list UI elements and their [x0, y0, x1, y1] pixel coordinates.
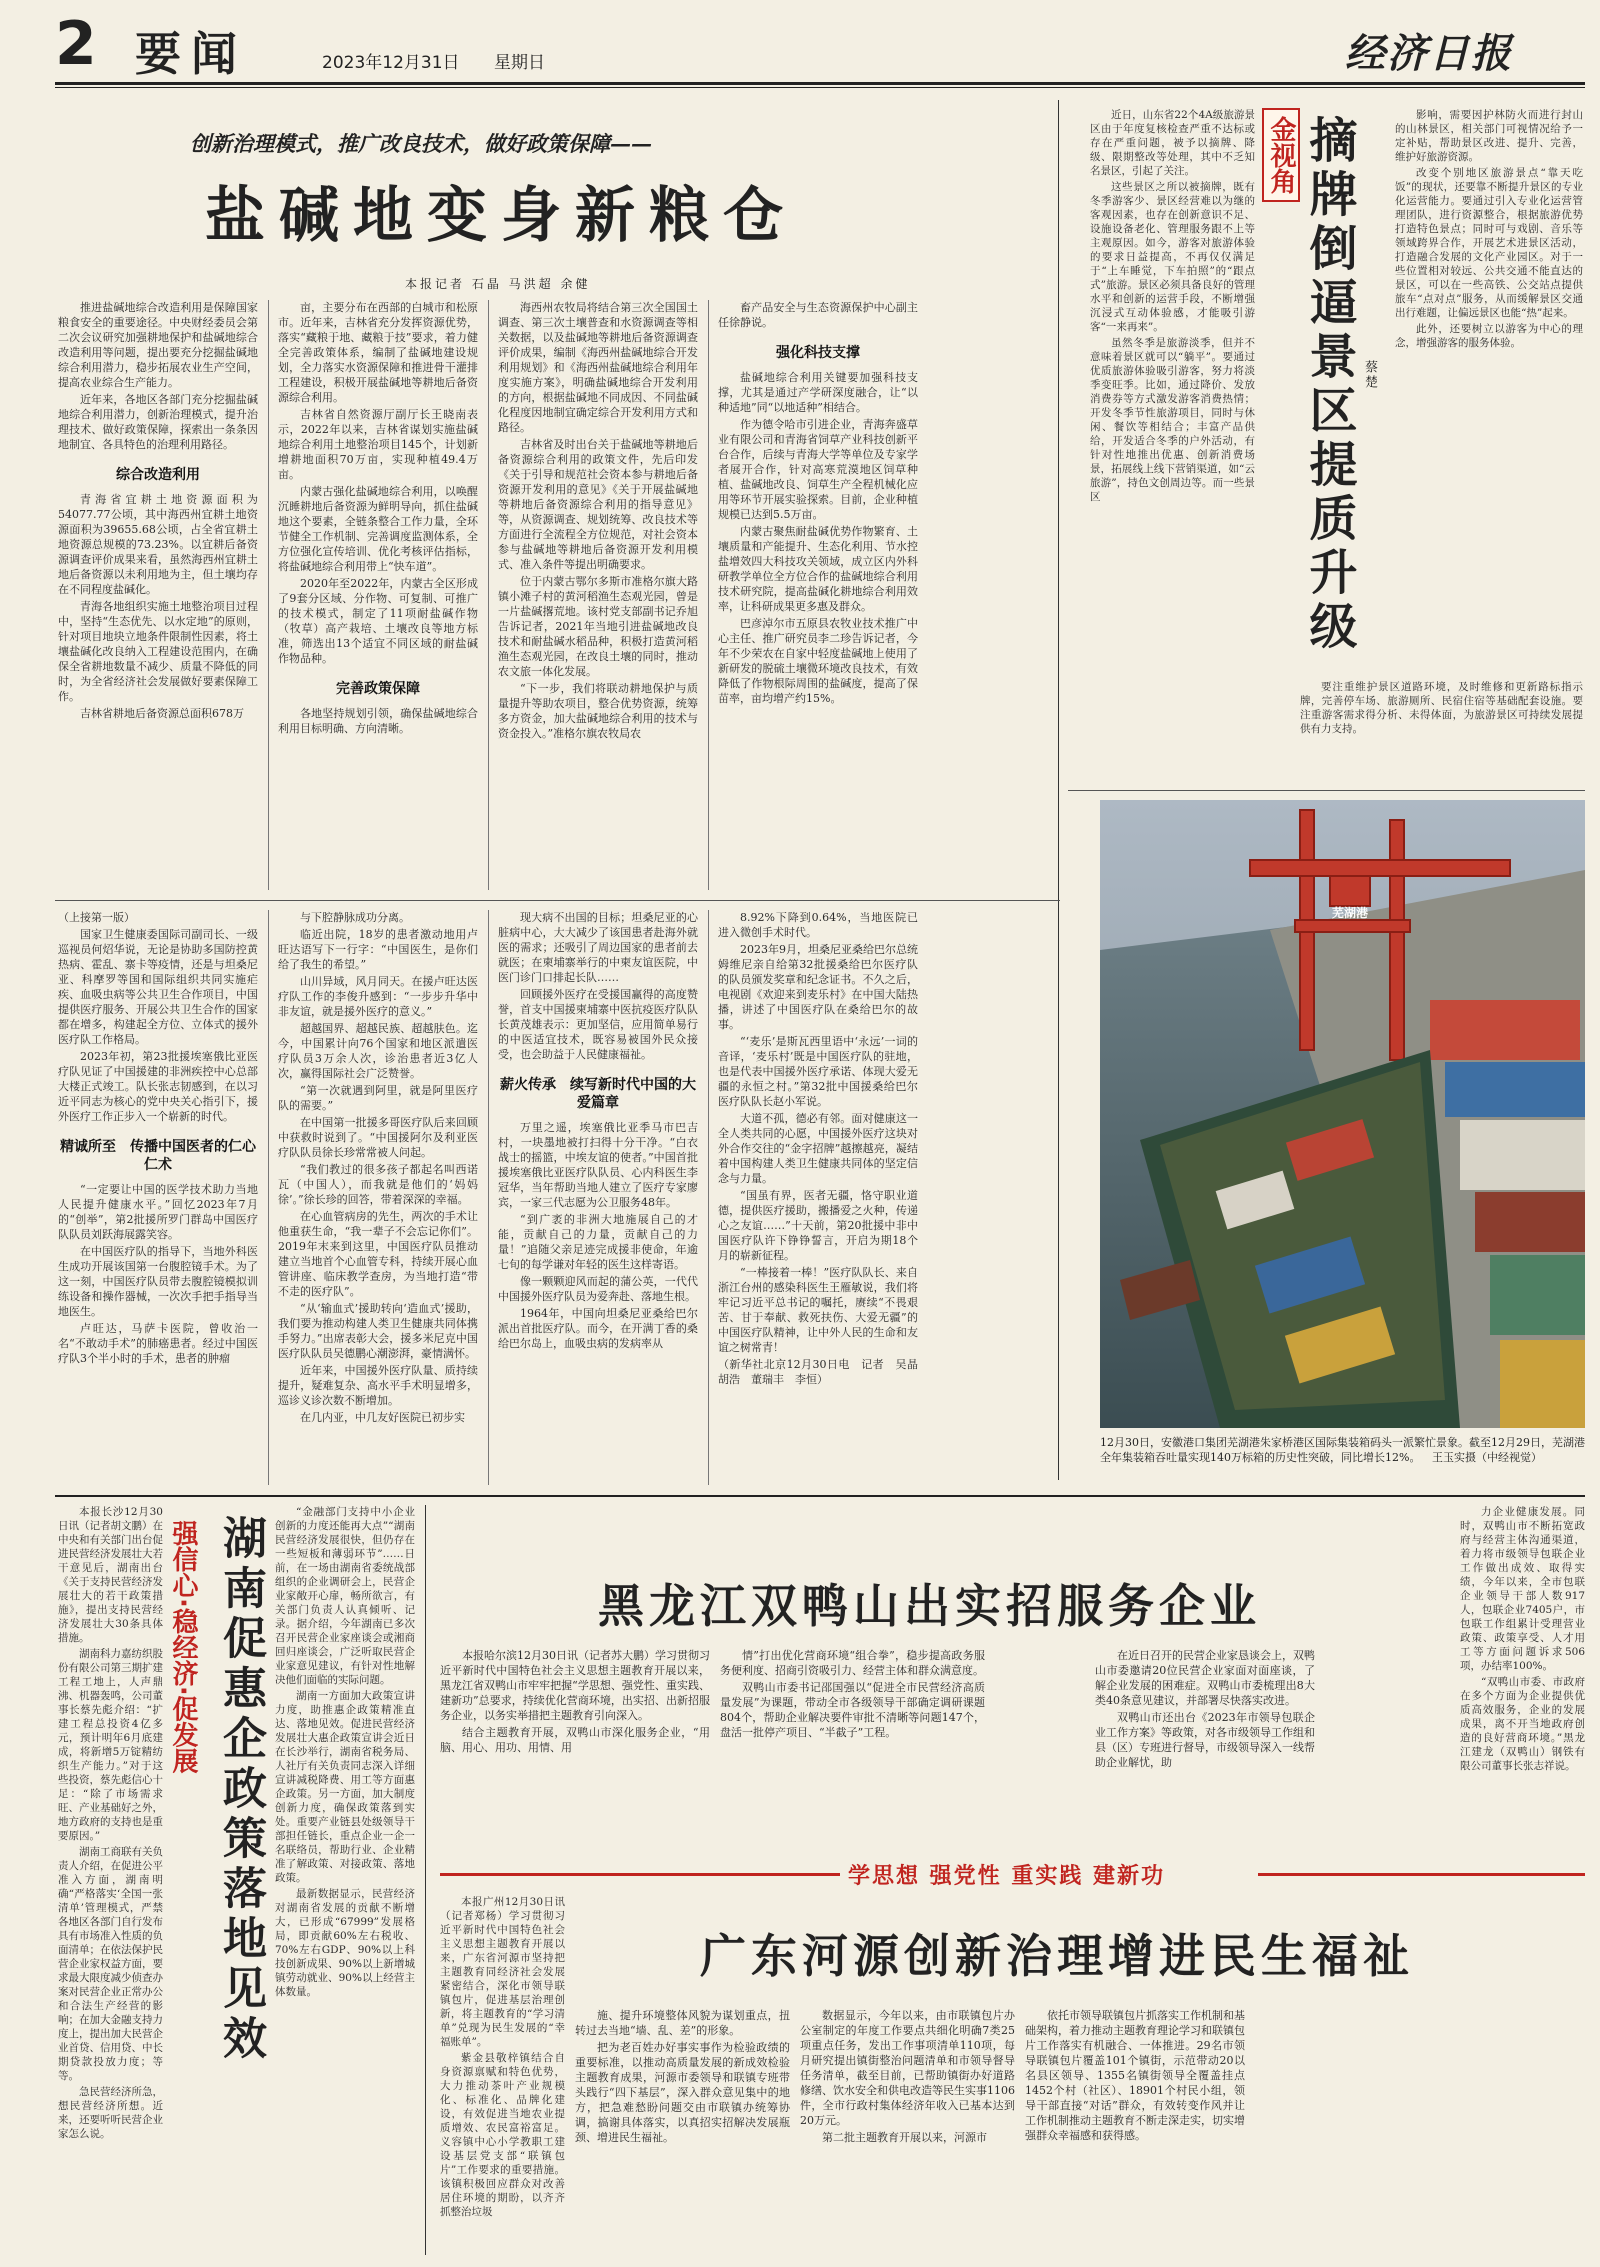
para: 紫金县敬梓镇结合自身资源禀赋和特色优势，大力推动茶叶产业规模化、标准化、品牌化建设，有效促进当地农业提质增效、农民富裕富足。义容镇中心小学教职工建设基层党支部“联镇包片”工作要求的重要措施。该镇积极回应群众对改善居住环境的期盼，以齐齐抓整治垃圾: [440, 2052, 565, 2218]
para: 这些景区之所以被摘牌，既有冬季游客少、景区经营难以为继的客观因素，也存在创新意识不足、设施设备老化、管理服务跟不上等主观原因。如今，游客对旅游体验的要求日益提高，不再仅仅满足于“上车睡觉，下车拍照”的“跟点式”旅游。景区必须具备良好的管理水平和创新的运营手段，不断增强沉浸式互动体验感，才能吸引游客“一来再来”。: [1090, 181, 1255, 333]
lead-subhead-3: 强化科技支撑: [776, 345, 860, 361]
para: 虽然冬季是旅游淡季，但并不意味着景区就可以“躺平”。要通过优质旅游体验吸引游客，努力将淡季变旺季。比如，通过降价、发放消费券等方式激发游客消费热情；开发冬季节性旅游项目，同时与休闲、餐饮等相结合；丰富产品供给，开发适合冬季的户外活动，有针对性地推出优惠、创新消费场景，拓展线上线下营销渠道，如“云旅游”，持色文创周边等。而一些景区: [1090, 337, 1255, 503]
para: 畜产品安全与生态资源保护中心副主任徐静说。: [718, 301, 918, 329]
hunan-title: 湖南促惠企政策落地见效: [215, 1515, 266, 2065]
para: 本报广州12月30日讯（记者郑杨）学习贯彻习近平新时代中国特色社会主义思想主题教育开展以来，广东省河源市坚持把主题教育同经济社会发展紧密结合，深化市领导联镇包片，促进基层治理创新，将主题教育的“学习清单”兑现为民生发展的“幸福账单”。: [440, 1896, 565, 2048]
para: 近年来，中国援外医疗队量、质持续提升，疑难复杂、高水平手术明显增多，巡诊义诊次数不断增加。: [278, 1364, 478, 1407]
issue-date: 2023年12月31日: [322, 53, 460, 73]
hlj-col-3: [1095, 1648, 1315, 1843]
cont-credit: （新华社北京12月30日电 记者 吴晶 胡浩 董瑞丰 李恒）: [718, 1358, 929, 1386]
para: 影响，需要因护林防火而进行封山的山林景区，相关部门可视情况给予一定补贴，帮助景区改进、提升、完善，维护好旅游资源。: [1395, 109, 1583, 163]
lead-byline: 本报记者 石晶 马洪超 余健: [405, 277, 591, 291]
hlj-col-1: [440, 1648, 710, 1843]
hlj-col-4: [1460, 1505, 1585, 1850]
para: “一棒接着一棒！”医疗队队长、来自浙江台州的感染科医生王雁敏说，我们将牢记习近平总书记的嘱托，赓续“不畏艰苦、甘于奉献、救死扶伤、大爱无疆”的中国医疗队精神，让中外人民的生命和友谊之树常青！: [718, 1266, 918, 1354]
para: 盐碱地综合利用关键要加强科技支撑，尤其是通过产学研深度融合，让“以种适地”同“以地适种”相结合。: [718, 371, 918, 414]
para: 海西州农牧局将结合第三次全国国土调查、第三次土壤普查和水资源调查等相关数据，以及盐碱地等耕地后备资源调查评价成果，编制《海西州盐碱地综合开发利用规划》和《海西州盐碱地综合利用年度实施方案》，明确盐碱地综合开发利用的方向，根据盐碱地不同成因、不同盐碱化程度因地制宜确定综合开发利用方式和路径。: [498, 301, 698, 434]
para: “一定要让中国的医学技术助力当地人民提升健康水平。”回忆2023年7月的“创举”，第2批援所罗门群岛中国医疗队队员刘跃海展露笑容。: [58, 1183, 258, 1241]
hunan-badge: 强信心·稳经济·促发展: [168, 1520, 198, 1774]
para: 吉林省自然资源厅副厅长王晓南表示，2022年以来，吉林省谋划实施盐碱地综合利用土地整治项目145个，计划新增耕地面积70万亩，实现种植49.4万亩。: [278, 408, 478, 481]
para: 在中国第一批援多哥医疗队后来回顾中获救时说到了。“中国援阿尔及利亚医疗队队员徐长珍常常被人问起。: [278, 1116, 478, 1159]
para: 本报长沙12月30日讯（记者胡文鹏）在中央和有关部门出台促进民营经济发展壮大若干意见后，湖南出台《关于支持民营经济发展壮大的若干政策措施》，提出支持民营经济发展壮大30条具体措施。: [58, 1506, 163, 1644]
gd-col-1: [440, 1895, 565, 2255]
newspaper-logo: 经济日报: [1345, 30, 1513, 77]
para: 在近日召开的民营企业家恳谈会上，双鸭山市委邀请20位民营企业家面对面座谈，了解企业发展的困难症。双鸭山市委梳理出8大类40条意见建议，并部署尽快落实改进。: [1095, 1649, 1315, 1707]
para: 卢旺达，马萨卡医院，曾收治一名“不敢动手术”的肺癌患者。经过中国医疗队3个半小时的手术，患者的肿瘤: [58, 1322, 258, 1365]
commentary-col-3: [1300, 680, 1583, 780]
heilongjiang-title: 黑龙江双鸭山出实招服务企业: [598, 1579, 1261, 1633]
para: 双鸭山市委书记邵国强以“促进全市民营经济高质量发展”为课题，带动全市各级领导干部确定调研课题804个，帮助企业解决要件审批不清晰等问题147个，盘活一批停产项目、“半截子”工程。: [720, 1681, 985, 1739]
para: 在几内亚，中几友好医院已初步实: [300, 1411, 465, 1424]
cont-subhead-2: 薪火传承 续写新时代中国的大爱篇章: [500, 1077, 696, 1111]
photo-caption: [1100, 1435, 1585, 1465]
cont-col-2: [278, 910, 478, 1485]
para: 青海省宜耕土地资源面积为54077.77公顷，其中海西州宜耕土地资源面积为39655.68公顷，占全省宜耕土地资源总规模的73.23%。以宜耕后备资源调查评价成果来看，虽然海西州宜耕土地后备资源以未利用地为主，但土壤均存在不同程度盐碱化。: [58, 493, 258, 596]
lead-col-4: [718, 300, 918, 890]
para: 湖南工商联有关负责人介绍，在促进公平准入方面，湖南明确“严格落实‘全国一张清单’管理模式，严禁各地区各部门自行发布具有市场准入性质的负面清单；在依法保护民营企业家权益方面，要求最大限度减少侦查办案对民营企业正常办公和合法生产经营的影响；在加大金融支持力度上，提出加大民营企业首贷、信用贷、中长期贷款投放力度；等等。: [58, 1846, 163, 2082]
masthead-rule: [55, 82, 1585, 85]
para: 国家卫生健康委国际司副司长、一级巡视员何炤华说，无论是协助多国防控黄热病、霍乱、寨卡等疫情，还是与坦桑尼亚、科摩罗等国和国际组织共同实施疟疾、血吸虫病等公共卫生合作项目，中国提供医疗服务、开展公共卫生合作的国家都在增多，构建起全方位、立体式的援外医疗队工作格局。: [58, 928, 258, 1046]
para: 依托市领导联镇包片抓落实工作机制和基础架构，着力推动主题教育理论学习和联镇包片工作落实有机融合、一体推进。29名市领导联镇包片覆盖101个镇街，示范带动20以名县区领导、1355名镇街领导全覆盖挂点1452个村（社区）、18901个村民小组，领导干部直接“对话”群众，有效转变作风并让工作机制推动主题教育不断走深走实，切实增强群众幸福感和获得感。: [1025, 2009, 1245, 2142]
para: 内蒙古聚焦耐盐碱优势作物繁育、土壤质量和产能提升、生态化利用、节水控盐增效四大科技攻关领域，成立区内外科研教学单位全方位合作的盐碱地综合利用技术研究院，提高盐碱化耕地综合利用效率，让科研成果更多惠及群众。: [718, 525, 918, 613]
cont-col-1: [58, 910, 258, 1485]
cont-col-3: [498, 910, 698, 1485]
lead-kicker: 创新治理模式，推广改良技术，做好政策保障——: [190, 131, 652, 156]
para: 吉林省耕地后备资源总面积678万: [80, 707, 244, 720]
page-number: 2: [55, 9, 97, 79]
para: 内蒙古强化盐碱地综合利用，以唤醒沉睡耕地后备资源为鲜明导向，抓住盐碱地这个要素，全链条整合工作力量，全环节健全工作机制、完善调度监测体系，全方位强化宣传培训、优化考核评估指标，将盐碱地综合利用带上“快车道”。: [278, 485, 478, 573]
para: 巴彦淖尔市五原县农牧业技术推广中心主任、推广研究员李二珍告诉记者，今年不少荣农在自家中轻度盐碱地上使用了新研发的脱硫土壤微环境改良技术，有效降低了作物根际周围的盐碱度，提高了保苗率，亩均增产约15%。: [718, 617, 918, 705]
photo-credit: 王玉实摄（中经视觉）: [1431, 1451, 1542, 1464]
commentary-author: 蔡楚: [1362, 360, 1377, 390]
para: 近日，山东省22个4A级旅游景区由于年度复核检查严重不达标或存在严重问题，被予以摘牌、降级、限期整改等处理，其中不乏知名景区，引起了关注。: [1090, 109, 1255, 177]
para: “国虽有界，医者无疆，恪守职业道德，提供医疗援助，搬播爱之火种，传递心之友谊……”十天前，第20批援中非中国医疗队许下铮铮誓言，开启为期18个月的崭新征程。: [718, 1189, 918, 1262]
para: 青海各地组织实施土地整治项目过程中，坚持“生态优先、以水定地”的原则，针对项目地块立地条件限制性因素，将土壤盐碱化改良纳入工程建设范围内，在确保全省耕地数量不减少、质量不降低的同时，为全省经济社会发展做好要素保障工作。: [58, 600, 258, 703]
photo-caption-text: 12月30日，安徽港口集团芜湖港朱家桥港区国际集装箱码头一派繁忙景象。截至12月29日，芜湖港全年集装箱吞吐量实现140万标箱的历史性突破，同比增长12%。: [1100, 1436, 1585, 1464]
para: 位于内蒙古鄂尔多斯市准格尔旗大路镇小滩子村的黄河稻渔生态观光园，曾是一片盐碱撂荒地。该村党支部副书记乔旭告诉记者，2021年当地引进盐碱地改良技术和耐盐碱水稻品种，积极打造黄河稻渔生态观光园，在改良土壤的同时，推动农文旅一体化发展。: [498, 575, 698, 678]
lead-subhead-1: 综合改造利用: [116, 467, 200, 483]
lead-col-2: [278, 300, 478, 890]
para: 各地坚持规划引领，确保盐碱地综合利用目标明确、方向清晰。: [278, 707, 478, 735]
para: 情”打出优化营商环境“组合拳”，稳步提高政务服务便利度、招商引资吸引力、经营主体和群众满意度。: [720, 1649, 985, 1677]
commentary-col-1: [1090, 108, 1255, 773]
para: “下一步，我们将联动耕地保护与质量提升等助农项目，整合优势资源，统筹多方资金，加大盐碱地综合利用的技术与资金投入。”准格尔旗农牧局农: [498, 682, 698, 740]
para: 近年来，各地区各部门充分挖掘盐碱地综合利用潜力，创新治理模式，提升治理技术、做好政策保障，探索出一条条因地制宜、各具特色的治理利用路径。: [58, 393, 258, 451]
para: 山川异域，风月同天。在援卢旺达医疗队工作的李俊升感到：“一步步升华中非友谊，就是援外医疗的意义。”: [278, 975, 478, 1018]
para: 万里之遥，埃塞俄比亚季马市巴吉村，一块墨地被打扫得十分干净。“白衣战士的摇篮，中埃友谊的使者。”中国首批援埃塞俄比亚医疗队队员、心内科医生李冠华，当年帮助当地人建立了医疗专家廖宾，一家三代志愿为公卫服务48年。: [498, 1121, 698, 1209]
port-photo-image: [1100, 800, 1585, 1428]
para: 2023年初，第23批援埃塞俄比亚医疗队见证了中国援建的非洲疾控中心总部大楼正式竣工。队长张志韧感到，在以习近平同志为核心的党中央关心指引下，援外医疗工作正步入一个崭新的时代。: [58, 1050, 258, 1123]
para: 把为老百姓办好事实事作为检验政绩的重要标准，以推动高质量发展的新成效检验主题教育成果，河源市委领导和联镇专班带头践行“四下基层”，深入群众意见集中的地方，把急难愁盼问题交由市联镇办统筹协调，搞谢具体落实，以真招实招解决发展瓶颈、增进民生福祉。: [575, 2041, 790, 2144]
para: 最新数据显示，民营经济对湖南省发展的贡献不断增大，已形成“67999”发展格局，即贡献60%左右税收、70%左右GDP、90%以上科技创新成果、90%以上新增城镇劳动就业、90%以上经营主体数量。: [275, 1888, 415, 1998]
para: 与下腔静脉成功分离。: [300, 911, 410, 924]
lead-col-3: [498, 300, 698, 890]
para: 作为德令哈市引进企业，青海奔盛草业有限公司和青海省饲草产业科技创新平台合作，后续与青海大学等单位及专家学者展开合作，针对高寒荒漠地区饲草种植、盐碱地改良、饲草生产全程机械化应用等环节开展实验探索。目前，企业种植规模已达到5.5万亩。: [718, 418, 918, 521]
lead-col-1: [58, 300, 258, 890]
para: “我们教过的很多孩子都起名叫西诺瓦（中国人），而我就是他们的‘妈妈徐’。”徐长珍的回答，带着深深的幸福。: [278, 1163, 478, 1206]
para: 推进盐碱地综合改造利用是保障国家粮食安全的重要途径。中央财经委员会第二次会议研究加强耕地保护和盐碱地综合改造利用等问题，提出要充分挖掘盐碱地综合利用潜力，稳步拓展农业生产空间，提高农业综合生产能力。: [58, 301, 258, 389]
para: “从‘输血式’援助转向‘造血式’援助，我们要为推动构建人类卫生健康共同体携手努力。”出席表彰大会，援多米尼克中国医疗队队员吴德鹏心潮澎湃，豪情满怀。: [278, 1302, 478, 1360]
para: 8.92%下降到0.64%，当地医院已进入微创手术时代。: [718, 911, 918, 939]
para: 在中国医疗队的指导下，当地外科医生成功开展该国第一台腹腔镜手术。为了这一刻，中国医疗队员带去腹腔镜模拟训练设备和操作器械，一次次手把手指导当地医生。: [58, 1245, 258, 1318]
commentary-col-2: [1395, 108, 1583, 578]
para: 大道不孤，德必有邻。面对健康这一全人类共同的心愿，中国援外医疗这块对外合作交往的“金字招牌”越擦越亮，凝结着中国构建人类卫生健康共同体的坚定信念与力量。: [718, 1112, 918, 1185]
para: 要注重维护景区道路环境，及时维修和更新路标指示牌，完善停车场、旅游厕所、民宿住宿等基础配套设施。要注重游客需求得分析、未得体面，为旅游景区可持续发展提供有力支持。: [1300, 681, 1583, 735]
para: “到广袤的非洲大地施展自己的才能，贡献自己的力量，贡献自己的力量！”追随父亲足迹完成援非使命，年逾七旬的每学谦对年轻的医生这样寄语。: [498, 1213, 698, 1271]
para: “‘麦乐’是斯瓦西里语中‘永远’一词的音译，‘麦乐村’既是中国医疗队的驻地，也是代表中国援外医疗承诺、体现大爱无疆的永恒之村。”第32批中国援桑给巴尔医疗队队长赵小军说。: [718, 1035, 918, 1108]
cont-head: （上接第一版）: [58, 911, 135, 924]
guangdong-title: 广东河源创新治理增进民生福祉: [700, 1929, 1414, 1983]
para: 数据显示，今年以来，由市联镇包片办公室制定的年度工作要点共细化明确7类25项重点任务，发出工作事项清单110项，每月研究提出镇街整治问题清单和市领导督导任务清单，截至目前，已帮助镇街办好道路修缮、饮水安全和供电改造等民生实事1106件，全市行政村集体经济年收入已基本达到20万元。: [800, 2009, 1015, 2127]
hlj-col-2: [720, 1648, 985, 1843]
gd-col-4: [1025, 2008, 1245, 2258]
para: 亩，主要分布在西部的白城市和松原市。近年来，吉林省充分发挥资源优势，落实“藏粮于地、藏粮于技”要求，着力健全完善政策体系，编制了盐碱地建设规划，全力落实水资源保障和推进骨干灌排工程建设，积极开展盐碱地等耕地后备资源综合利用。: [278, 301, 478, 404]
para: 湖南科力嘉纺织股份有限公司第三期扩建工程工地上，人声鼎沸、机器轰鸣，公司董事长蔡先彪介绍：“扩建工程总投资4亿多元，预计明年6月底建成，将新增5万锭精纺织生产能力。”对于这些投资，蔡先彪信心十足：“除了市场需求旺、产业基础好之外，地方政府的支持也是重要原因。”: [58, 1648, 163, 1842]
para: “第一次就遇到阿里，就是阿里医疗队的需要。”: [278, 1084, 478, 1112]
issue-weekday: 星期日: [494, 53, 545, 73]
para: 临近出院，18岁的患者激动地用卢旺达语写下一行字：“中国医生，是你们给了我生的希望。”: [278, 928, 478, 971]
gd-col-3: [800, 2008, 1015, 2258]
hunan-col-1: [58, 1505, 163, 2250]
port-photo: [1100, 800, 1585, 1428]
para: 改变个别地区旅游景点“靠天吃饭”的现状，还要靠不断提升景区的专业化运营能力。要通过引入专业化运营管理团队，进行资源整合，根据旅游优势打造特色景点；同时可与戏剧、音乐等领域跨界合作，开展艺术进景区活动，打造融合发展的文化产业园区。对于一些位置相对较远、公共交通不能直达的景区，可以在一些高铁、公交站点提供旅车“点对点”服务，从而缓解景区交通出行难题，让偏远景区也能“热”起来。: [1395, 167, 1583, 319]
commentary-badge: 金视角: [1262, 108, 1300, 202]
para: 本报哈尔滨12月30日讯（记者苏大鹏）学习贯彻习近平新时代中国特色社会主义思想主题教育开展以来，黑龙江省双鸭山市牢牢把握“学思想、强党性、重实践、建新功”总要求，持续优化营商环境，出实招、出新招服务企业，以务实举措把主题教育引向深入。: [440, 1649, 710, 1722]
cont-subhead-1: 精诚所至 传播中国医者的仁心仁术: [60, 1139, 256, 1173]
para: 第二批主题教育开展以来，河源市: [822, 2131, 987, 2144]
lead-subhead-2: 完善政策保障: [336, 681, 420, 697]
para: “金融部门支持中小企业创新的力度还能再大点”“湖南民营经济发展很快，但仍存在一些短板和薄弱环节”……日前，在一场由湖南省委统战部组织的企业调研会上，民营企业家敞开心扉，畅所欲言，有关部门负责人认真倾听、记录。据介绍，今年湖南已多次召开民营企业家座谈会或湘商回归座谈会，广泛听取民营企业家意见建议，有针对性地解决他们面临的实际问题。: [275, 1506, 415, 1686]
para: 像一颗颗迎风而起的蒲公英，一代代中国援外医疗队员为爱奔赴、落地生根。: [498, 1275, 698, 1303]
para: 结合主题教育开展，双鸭山市深化服务企业，“用脑、用心、用功、用情、用: [440, 1726, 710, 1754]
para: 力企业健康发展。同时，双鸭山市不断拓宽政府与经营主体沟通渠道，着力将市级领导包联企业工作做出成效、取得实绩，今年以来，全市包联企业领导干部人数917人，包联企业7405户，市包联工作组累计受理营业政策、政策享受、人才用工等方面问题诉求506项，办结率100%。: [1460, 1506, 1585, 1672]
para: 2020年至2022年，内蒙古全区形成了9套分区域、分作物、可复制、可推广的技术模式，制定了11项耐盐碱作物（牧草）高产栽培、土壤改良等地方标准，筛选出13个适宜不同区域的耐盐碱作物品种。: [278, 577, 478, 665]
lead-title: 盐碱地变身新粮仓: [205, 181, 797, 251]
para: 在心血管病房的先生，两次的手术让他重获生命，“我一辈子不会忘记你们”。2019年末来到这里，中国医疗队员推动建立当地首个心血管专科，持续开展心血管讲座、临床教学查房，为当地打造“带不走的医疗队”。: [278, 1210, 478, 1298]
commentary-title: 摘牌倒逼景区提质升级: [1301, 115, 1357, 655]
gd-col-2: [575, 2008, 790, 2258]
para: 湖南一方面加大政策宣讲力度，助推惠企政策精准直达、落地见效。促进民营经济发展壮大惠企政策宣讲会近日在长沙举行，湖南省税务局、人社厅有关负责同志深入详细宣讲减税降费、用工等方面惠企政策。另一方面，加大制度创新力度，确保政策落到实处。重要产业链县处级领导干部担任链长，重点企业一企一名联络员，帮助行业、企业精准了解政策、对接政策、落地政策。: [275, 1690, 415, 1884]
para: 此外，还要树立以游客为中心的理念，增强游客的服务体验。: [1395, 323, 1583, 349]
para: “双鸭山市委、市政府在多个方面为企业提供优质高效服务，企业的发展成果，离不开当地政府创造的良好营商环境。”黑龙江建龙（双鸭山）钢铁有限公司董事长张志祥说。: [1460, 1676, 1585, 1772]
hunan-col-2: [275, 1505, 415, 2250]
para: 回顾援外医疗在受援国赢得的高度赞誉，首支中国援柬埔寨中医抗疫医疗队队长黄茂雄表示：更加坚信，应用简单易行的中医适宜技术，既容易被国外民众接受，也会助益于人民健康福祉。: [498, 988, 698, 1061]
para: 急民营经济所急，想民营经济所想。近来，还要听听民营企业家怎么说。: [58, 2086, 163, 2140]
para: 现大病不出国的目标；坦桑尼亚的心脏病中心，大大减少了该国患者赴海外就医的需求；还吸引了周边国家的患者前去就医；在柬埔寨举行的中柬友谊医院，中医门诊门口排起长队……: [498, 911, 698, 984]
para: 2023年9月，坦桑尼亚桑给巴尔总统姆维尼亲自给第32批援桑给巴尔医疗队的队员颁发奖章和纪念证书。不久之后，电视剧《欢迎来到麦乐村》在中国大陆热播，讲述了中国医疗队在桑给巴尔的故事。: [718, 943, 918, 1031]
para: 施、提升环境整体风貌为谋划重点，扭转过去当地“墙、乱、差”的形象。: [575, 2009, 790, 2037]
cont-col-4: [718, 910, 929, 1485]
para: 1964年，中国向坦桑尼亚桑给巴尔派出首批医疗队。而今，在开满丁香的桑给巴尔岛上，血吸虫病的发病率从: [498, 1307, 698, 1350]
para: 超越国界、超越民族、超越肤色。迄今，中国累计向76个国家和地区派遣医疗队员3万余人次，诊治患者近3亿人次，赢得国际社会广泛赞誉。: [278, 1022, 478, 1080]
para: 双鸭山市还出台《2023年市领导包联企业工作方案》等政策，对各市级领导工作组和县（区）专班进行督导，市级领导深入一线帮助企业解忧，助: [1095, 1711, 1315, 1769]
section-title: 要闻: [135, 27, 247, 81]
port-photo-label: 芜湖港: [1332, 906, 1369, 920]
theme-banner: 学思想 强党性 重实践 建新功: [848, 1864, 1165, 1889]
para: 吉林省及时出台关于盐碱地等耕地后备资源综合利用的政策文件，先后印发《关于引导和规范社会资本参与耕地后备资源开发利用的意见》《关于开展盐碱地等耕地后备资源综合利用的指导意见》等，从资源调查、规划统筹、改良技术等方面进行全流程全方位规范，对社会资本参与盐碱地等耕地后备资源开发利用模式、准入条件等提出明确要求。: [498, 438, 698, 571]
